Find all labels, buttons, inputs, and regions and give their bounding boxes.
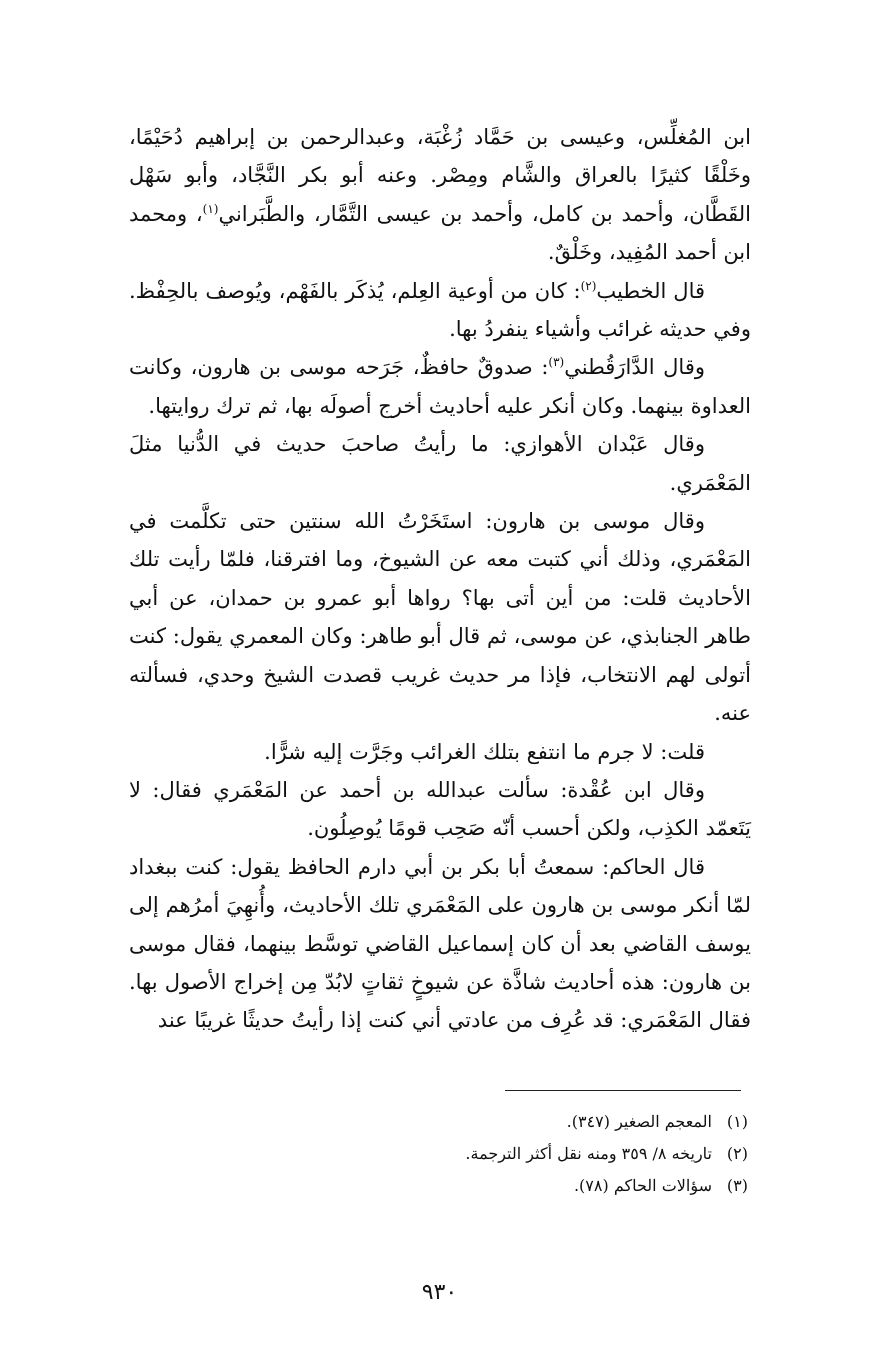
paragraph-6: قلت: لا جرم ما انتفع بتلك الغرائب وجَرَّت إليه شرًّا. (264, 739, 705, 764)
footnotes-section (138, 1106, 748, 1202)
paragraph-3: وقال الدَّارَقُطني$^{(٣)}$: صدوقٌ حافظٌ، جَرَحه موسى بن هارون، وكانت العداوة بينهما. وكان أنكر عليه أحاديث أخرج أصولَه بها، ثم ترك روايتها. (129, 355, 751, 418)
footnote-text: سؤالات الحاكم (٧٨). (573, 1176, 712, 1195)
footnote-2 (138, 1138, 748, 1170)
footnote-1 (138, 1106, 748, 1138)
paragraph-1: ابن المُغلِّس، وعيسى بن حَمَّاد زُغْبَة، وعبدالرحمن بن إبراهيم دُحَيْمًا، وخَلْقًا كثيرًا بالعراق والشَّام ومِصْر. وعنه أبو بكر النَّجَّاد، وأبو سَهْل القَطَّان، وأحمد بن كامل، وأحمد بن عيسى التَّمَّار، والطَّبَراني$^{(١)}$، ومحمد ابن أحمد المُفِيد، وخَلْقٌ. (129, 125, 752, 265)
footnote-number: (٣) (726, 1176, 748, 1195)
main-text-block (129, 118, 751, 1040)
footnote-text: تاريخه ٨/ ٣٥٩ ومنه نقل أكثر الترجمة. (465, 1144, 712, 1163)
page-number: ٩٣٠ (421, 1280, 458, 1305)
paragraph-4: وقال عَبْدان الأهوازي: ما رأيتُ صاحبَ حديث في الدُّنيا مثلَ المَعْمَري. (129, 432, 751, 495)
footnote-text: المعجم الصغير (٣٤٧). (566, 1112, 712, 1131)
footnote-number: (٢) (726, 1144, 748, 1163)
paragraph-7: وقال ابن عُقْدة: سألت عبدالله بن أحمد عن المَعْمَري فقال: لا يَتَعمّد الكذِب، ولكن أحسب أنّه صَحِب قومًا يُوصِلُون. (129, 777, 751, 841)
footnote-3 (138, 1170, 748, 1202)
paragraph-2: قال الخطيب$^{(٢)}$: كان من أوعية العِلم، يُذكَر بالفَهْم، ويُوصف بالحِفْظ. وفي حديثه غرائب وأشياء ينفردُ بها. (129, 278, 751, 342)
paragraph-8: قال الحاكم: سمعتُ أبا بكر بن أبي دارم الحافظ يقول: كنت ببغداد لمّا أنكر موسى بن هارون على المَعْمَري تلك الأحاديث، وأُنهِيَ أمرُهم إلى يوسف القاضي بعد أن كان إسماعيل القاضي توسَّط بينهما، فقال موسى بن هارون: هذه أحاديث شاذَّة عن شيوخٍ ثقاتٍ لابُدّ مِن إخراج الأصول بها. فقال المَعْمَري: قد عُرِف من عادتي أني كنت إذا رأيتُ حديثًا غريبًا عند (129, 854, 752, 1033)
footnote-ref-1[interactable]: (١) (202, 201, 219, 216)
footnote-divider (505, 1090, 741, 1091)
footnote-ref-2[interactable]: (٢) (580, 278, 597, 293)
footnote-number: (١) (726, 1112, 748, 1131)
paragraph-5: وقال موسى بن هارون: استَخَرْتُ الله سنتين حتى تكلَّمت في المَعْمَري، وذلك أني كتبت معه عن الشيوخ، وما افترقنا، فلمّا رأيت تلك الأحاديث قلت: من أين أتى بها؟ رواها أبو عمرو بن حمدان، عن أبي طاهر الجنابذي، عن موسى، ثم قال أبو طاهر: وكان المعمري يقول: كنت أتولى لهم الانتخاب، فإذا مر حديث غريب قصدت الشيخ وحدي، فسألته عنه. (129, 509, 751, 726)
footnote-ref-3[interactable]: (٣) (548, 355, 565, 370)
